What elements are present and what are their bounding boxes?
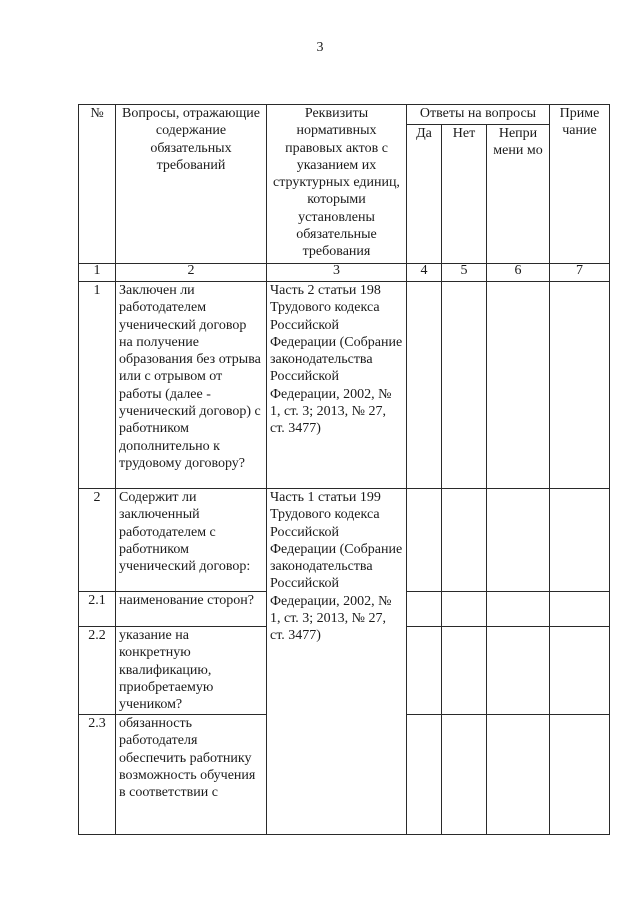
note-cell[interactable]	[550, 715, 610, 835]
header-note: Приме чание	[550, 105, 610, 264]
row-requisite: Часть 1 статьи 199 Трудового кодекса Российской Федерации (Собрание законодательства Российской Федерации, 2002, № 1, ст. 3; 2013, № 27, ст. 3477)	[267, 489, 407, 835]
answer-yes-cell[interactable]	[407, 489, 442, 592]
answer-not-applicable-cell[interactable]	[487, 715, 550, 835]
header-not-applicable: Непри мени мо	[487, 125, 550, 264]
answer-no-cell[interactable]	[442, 282, 487, 489]
column-number: 3	[267, 264, 407, 282]
header-yes: Да	[407, 125, 442, 264]
header-requisites: Реквизиты нормативных правовых актов с указанием их структурных единиц, которыми установлены обязательные требования	[267, 105, 407, 264]
column-number: 6	[487, 264, 550, 282]
answer-no-cell[interactable]	[442, 592, 487, 627]
row-number: 1	[79, 282, 116, 489]
row-requisite: Часть 2 статьи 198 Трудового кодекса Российской Федерации (Собрание законодательства Российской Федерации, 2002, № 1, ст. 3; 2013, № 27, ст. 3477)	[267, 282, 407, 489]
table-row	[79, 282, 610, 489]
header-number: №	[79, 105, 116, 264]
row-question: Заключен ли работодателем ученический договор на получение образования без отрыва или с отрывом от работы (далее - ученический договор) с работником дополнительно к трудовому договору?	[116, 282, 267, 489]
column-number: 5	[442, 264, 487, 282]
header-questions: Вопросы, отражающие содержание обязательных требований	[116, 105, 267, 264]
header-answers: Ответы на вопросы	[407, 105, 550, 125]
column-number: 2	[116, 264, 267, 282]
column-number: 1	[79, 264, 116, 282]
answer-not-applicable-cell[interactable]	[487, 627, 550, 715]
answer-yes-cell[interactable]	[407, 627, 442, 715]
row-number: 2.1	[79, 592, 116, 627]
answer-no-cell[interactable]	[442, 489, 487, 592]
answer-no-cell[interactable]	[442, 715, 487, 835]
row-number: 2.2	[79, 627, 116, 715]
row-question: наименование сторон?	[116, 592, 267, 627]
answer-yes-cell[interactable]	[407, 282, 442, 489]
row-question: обязанность работодателя обеспечить работнику возможность обучения в соответствии с	[116, 715, 267, 835]
requirements-table	[78, 104, 610, 835]
row-question: указание на конкретную квалификацию, приобретаемую учеником?	[116, 627, 267, 715]
note-cell[interactable]	[550, 627, 610, 715]
note-cell[interactable]	[550, 489, 610, 592]
answer-yes-cell[interactable]	[407, 715, 442, 835]
answer-not-applicable-cell[interactable]	[487, 592, 550, 627]
note-cell[interactable]	[550, 592, 610, 627]
note-cell[interactable]	[550, 282, 610, 489]
answer-not-applicable-cell[interactable]	[487, 489, 550, 592]
answer-not-applicable-cell[interactable]	[487, 282, 550, 489]
row-number: 2	[79, 489, 116, 592]
answer-no-cell[interactable]	[442, 627, 487, 715]
page-number: 3	[316, 40, 324, 55]
row-question: Содержит ли заключенный работодателем с работником ученический договор:	[116, 489, 267, 592]
header-no-answer: Нет	[442, 125, 487, 264]
table-row	[79, 489, 610, 592]
row-number: 2.3	[79, 715, 116, 835]
column-number: 7	[550, 264, 610, 282]
column-number: 4	[407, 264, 442, 282]
column-numbers-row	[79, 264, 610, 282]
answer-yes-cell[interactable]	[407, 592, 442, 627]
